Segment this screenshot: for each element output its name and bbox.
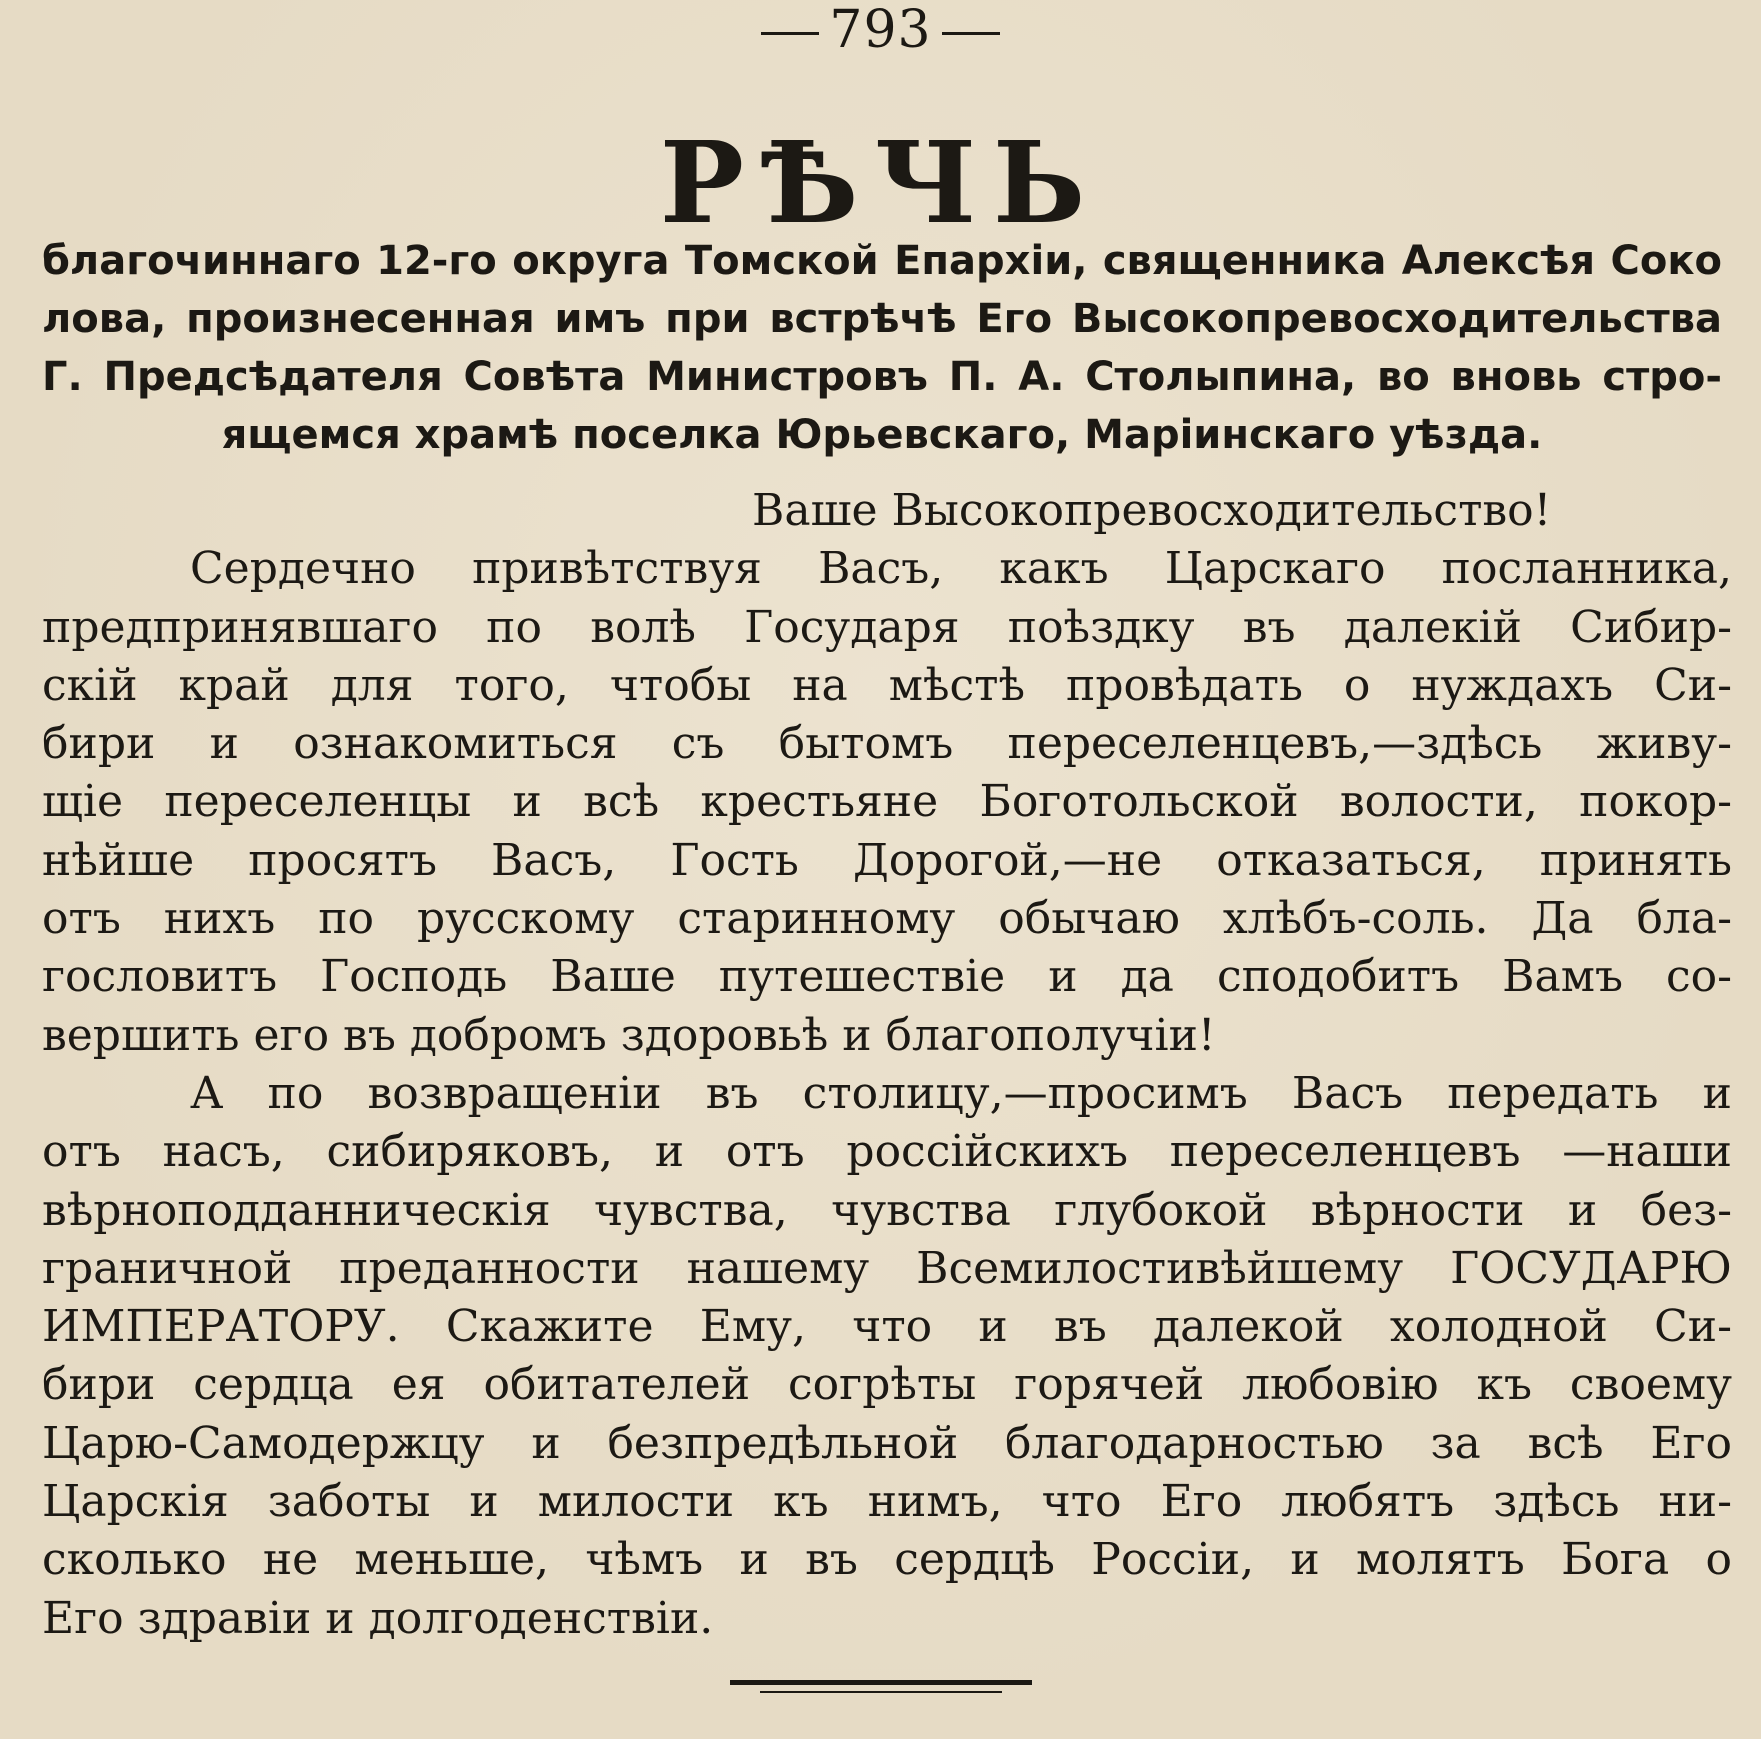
page-number-text: 793	[829, 0, 932, 60]
paragraph1-line: щіе переселенцы и всѣ крестьяне Боготольской волости, покор-	[42, 776, 1732, 828]
paragraph2-line: граничной преданности нашему Всемилостивѣйшему ГОСУДАРЮ	[42, 1242, 1732, 1294]
paragraph1-line: гословитъ Господь Ваше путешествіе и да сподобитъ Вамъ со-	[42, 951, 1732, 1003]
paragraph1-line: отъ нихъ по русскому старинному обычаю хлѣбъ-соль. Да бла-	[42, 893, 1732, 945]
paragraph1-line: бири и ознакомиться съ бытомъ переселенцевъ,—здѣсь живу-	[42, 718, 1732, 770]
greeting: Ваше Высокопревосходительство!	[752, 485, 1552, 536]
subtitle-line: лова, произнесенная имъ при встрѣчѣ Его Высокопревосходительства	[42, 296, 1722, 342]
closing-rule	[730, 1680, 1032, 1685]
dash-left	[761, 32, 819, 35]
paragraph1-line: вершить его въ добромъ здоровьѣ и благополучіи!	[42, 1009, 1216, 1061]
document-title: РѢЧЬ	[659, 118, 1102, 249]
paragraph2-line: Царскія заботы и милости къ нимъ, что Его любятъ здѣсь ни-	[42, 1476, 1732, 1528]
paragraph2-line: Его здравіи и долгоденствіи.	[42, 1592, 714, 1644]
paragraph1-line: Сердечно привѣтствуя Васъ, какъ Царскаго посланника,	[190, 543, 1732, 595]
paragraph1-line: предпринявшаго по волѣ Государя поѣздку въ далекій Сибир-	[42, 601, 1732, 653]
speech-body	[42, 482, 1732, 1648]
paragraph2-line: бири сердца ея обитателей согрѣты горячей любовію къ своему	[42, 1359, 1732, 1411]
closing-rule-thin	[760, 1691, 1002, 1693]
subtitle-line: благочиннаго 12-го округа Томской Епархіи, священника Алексѣя Соко	[42, 238, 1722, 284]
paragraph2-line: отъ насъ, сибиряковъ, и отъ россійскихъ переселенцевъ —наши	[42, 1126, 1732, 1178]
subtitle-line: Г. Предсѣдателя Совѣта Министровъ П. А. Столыпина, во вновь стро-	[42, 354, 1722, 400]
paragraph2-line: А по возвращеніи въ столицу,—просимъ Васъ передать и	[190, 1067, 1732, 1119]
paragraph1-line: нѣйше просятъ Васъ, Гость Дорогой,—не отказаться, принять	[42, 834, 1732, 886]
paragraph2-line: Царю-Самодержцу и безпредѣльной благодарностью за всѣ Его	[42, 1417, 1732, 1469]
dash-right	[942, 32, 1000, 35]
page-number	[0, 0, 1761, 60]
subtitle-line: ящемся храмѣ поселка Юрьевскаго, Маріинскаго уѣзда.	[221, 412, 1543, 458]
subtitle	[42, 232, 1722, 464]
paragraph2-line: ИМПЕРАТОРУ. Скажите Ему, что и въ далекой холодной Си-	[42, 1301, 1732, 1353]
paragraph1-line: скій край для того, чтобы на мѣстѣ провѣдать о нуждахъ Си-	[42, 659, 1732, 711]
paragraph2-line: сколько не меньше, чѣмъ и въ сердцѣ Россіи, и молятъ Бога о	[42, 1534, 1732, 1586]
paragraph2-line: вѣрноподданническія чувства, чувства глубокой вѣрности и без-	[42, 1184, 1732, 1236]
